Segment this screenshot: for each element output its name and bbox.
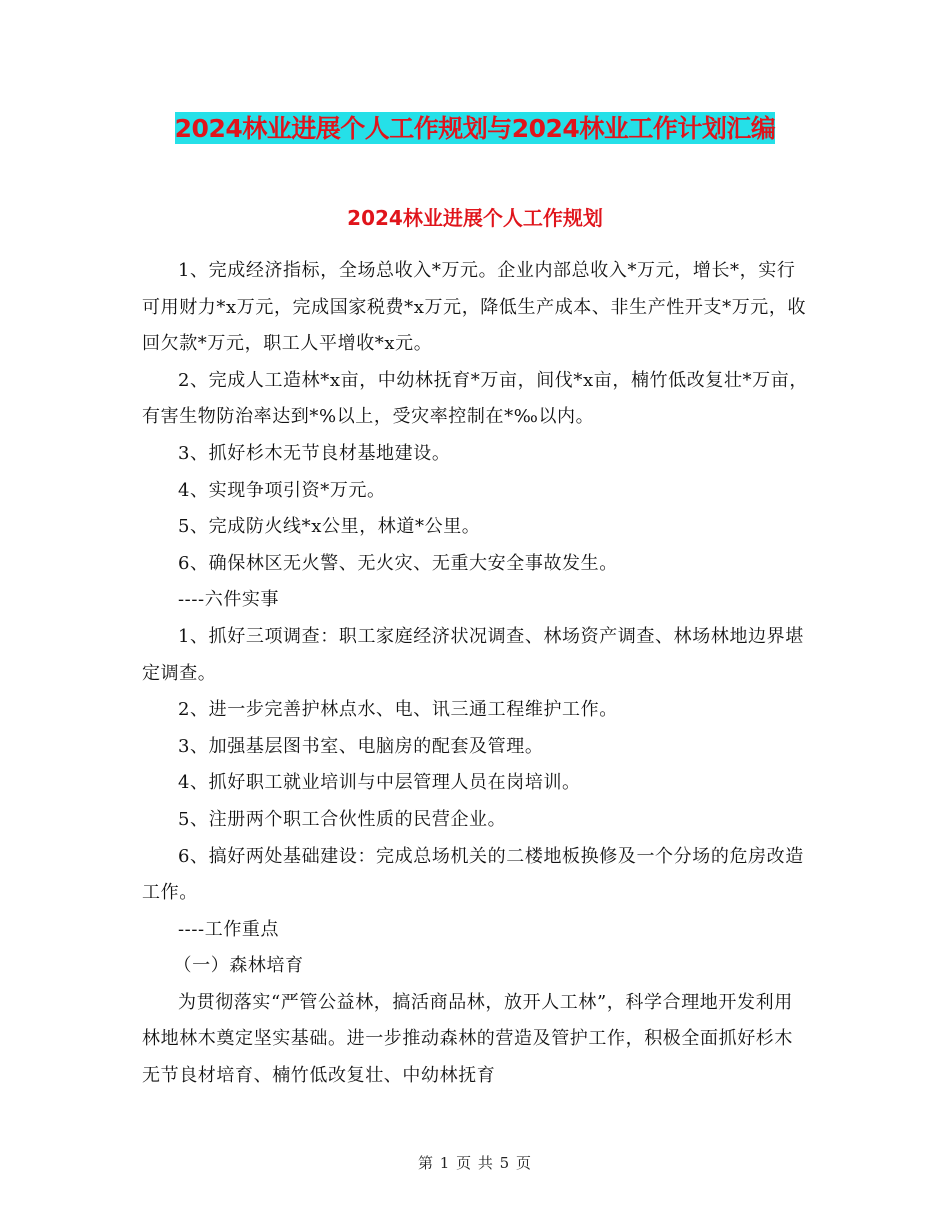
paragraph-target-3: 3、抓好杉木无节良材基地建设。 [178,442,451,464]
paragraph-forest-cultivation: 为贯彻落实“严管公益林，搞活商品林，放开人工林”，科学合理地开发利用林地林木奠定坚实基础。进一步推动森林的营造及管护工作，积极全面抓好杉木无节良材培育、楠竹低改复壮、中幼林抚育 [142,991,793,1087]
paragraph-target-5: 5、完成防火线*x公里，林道*公里。 [178,516,481,538]
paragraph-target-4: 4、实现争项引资*万元。 [178,479,386,501]
page-footer: 第 1 页 共 5 页 [418,1154,532,1172]
heading-forest-cultivation: （一）森林培育 [173,955,304,977]
paragraph-target-6: 6、确保林区无火警、无火灾、无重大安全事故发生。 [178,552,618,574]
paragraph-task-2: 2、进一步完善护林点水、电、讯三通工程维护工作。 [178,699,618,721]
paragraph-target-2: 2、完成人工造林*x亩，中幼林抚育*万亩，间伐*x亩，楠竹低改复壮*万亩，有害生物防治率达到*%以上，受灾率控制在*‰以内。 [142,369,808,428]
document-title-text: 2024林业进展个人工作规划与2024林业工作计划汇编 [174,114,776,143]
heading-six-tasks: ----六件实事 [178,589,280,611]
section-title: 2024林业进展个人工作规划 [347,206,603,230]
document-title [0,112,950,144]
paragraph-task-5: 5、注册两个职工合伙性质的民营企业。 [178,808,507,830]
paragraph-task-4: 4、抓好职工就业培训与中层管理人员在岗培训。 [178,772,581,794]
paragraph-task-6: 6、搞好两处基础建设：完成总场机关的二楼地板换修及一个分场的危房改造工作。 [142,845,804,904]
paragraph-task-3: 3、加强基层图书室、电脑房的配套及管理。 [178,735,544,757]
heading-work-focus: ----工作重点 [178,918,280,940]
paragraph-task-1: 1、抓好三项调查：职工家庭经济状况调查、林场资产调查、林场林地边界堪定调查。 [142,625,804,684]
document-body [142,253,810,1095]
paragraph-target-1: 1、完成经济指标，全场总收入*万元。企业内部总收入*万元，增长*，实行可用财力*x万元，完成国家税费*x万元，降低生产成本、非生产性开支*万元，收回欠款*万元，职工人平增收*x元。 [142,260,807,355]
